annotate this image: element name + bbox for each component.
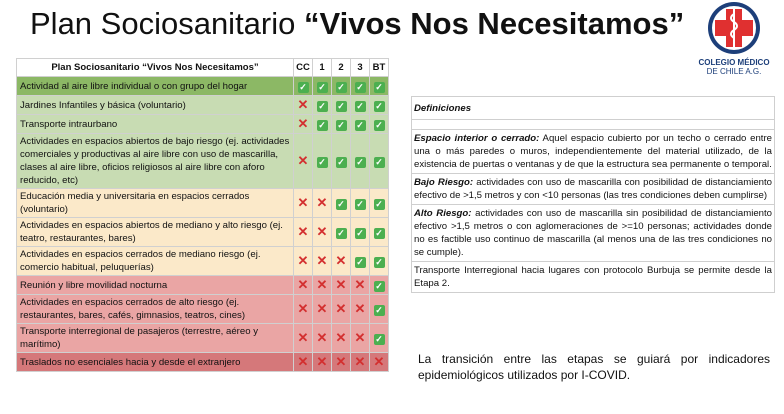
status-cell-2	[332, 96, 351, 115]
check-icon: ✓	[337, 82, 345, 92]
check-icon: ✓	[337, 199, 345, 209]
definition-term: Espacio interior o cerrado:	[414, 133, 540, 144]
status-cell-1	[313, 295, 332, 324]
status-cell-1	[313, 96, 332, 115]
activity-label: Traslados no esenciales hacia y desde el extranjero	[17, 353, 294, 372]
status-cell-2	[332, 295, 351, 324]
status-cell-cc	[294, 96, 313, 115]
status-cell-1	[313, 218, 332, 247]
x-icon: ✕	[335, 253, 347, 268]
x-icon: ✕	[297, 224, 309, 239]
status-cell-bt	[370, 189, 389, 218]
definition-text: actividades con uso de mascarilla con posibilidad de distanciamiento efectivo de >1,5 metros y con <10 personas (las tres condiciones deben cumplirse)	[414, 177, 772, 201]
x-icon: ✕	[354, 354, 366, 369]
x-icon: ✕	[335, 301, 347, 316]
status-cell-3	[351, 189, 370, 218]
table-row	[17, 134, 389, 189]
check-icon: ✓	[318, 157, 326, 167]
status-cell-1	[313, 77, 332, 96]
check-icon: ✓	[318, 101, 326, 111]
check-icon: ✓	[375, 82, 383, 92]
activity-label: Actividades en espacios cerrados de mediano riesgo (ej. comercio habitual, peluquerías)	[17, 247, 294, 276]
page-title-bold: “Vivos Nos Necesitamos”	[304, 6, 685, 41]
x-icon: ✕	[316, 277, 328, 292]
x-icon: ✕	[297, 253, 309, 268]
status-cell-3	[351, 353, 370, 372]
status-cell-bt	[370, 353, 389, 372]
status-cell-2	[332, 247, 351, 276]
x-icon: ✕	[316, 195, 328, 210]
page-title	[30, 4, 684, 44]
x-icon: ✕	[316, 224, 328, 239]
x-icon: ✕	[373, 354, 385, 369]
activity-label: Actividades en espacios abiertos de bajo riesgo (ej. actividades comerciales y productivas al aire libre con uso de mascarilla, clases al aire libre, oficios religiosos al aire libre con aforo reducido, etc)	[17, 134, 294, 189]
x-icon: ✕	[297, 330, 309, 345]
column-header-cc: CC	[294, 59, 313, 77]
definition-item	[412, 262, 775, 293]
activity-label: Transporte intraurbano	[17, 115, 294, 134]
status-cell-bt	[370, 295, 389, 324]
x-icon: ✕	[316, 354, 328, 369]
status-cell-3	[351, 295, 370, 324]
check-icon: ✓	[375, 228, 383, 238]
table-row	[17, 115, 389, 134]
status-cell-3	[351, 77, 370, 96]
status-cell-2	[332, 276, 351, 295]
check-icon: ✓	[356, 199, 364, 209]
status-cell-bt	[370, 218, 389, 247]
status-cell-cc	[294, 115, 313, 134]
column-header-bt: BT	[370, 59, 389, 77]
status-cell-2	[332, 115, 351, 134]
activity-label: Actividades en espacios cerrados de alto riesgo (ej. restaurantes, bares, cafés, gimnasios, teatros, cines)	[17, 295, 294, 324]
transition-note: La transición entre las etapas se guiará por indicadores epidemiológicos utilizados por I-COVID.	[418, 352, 770, 382]
status-cell-cc	[294, 189, 313, 218]
x-icon: ✕	[316, 301, 328, 316]
activity-label: Transporte interregional de pasajeros (terrestre, aéreo y marítimo)	[17, 324, 294, 353]
x-icon: ✕	[297, 153, 309, 168]
page-title-plain: Plan Sociosanitario	[30, 6, 304, 41]
definition-text: Transporte Interregional hacia lugares con protocolo Burbuja se permite desde la Etapa 2.	[414, 265, 772, 289]
status-cell-1	[313, 276, 332, 295]
logo-caption	[690, 58, 778, 76]
status-cell-3	[351, 134, 370, 189]
status-cell-3	[351, 96, 370, 115]
x-icon: ✕	[335, 330, 347, 345]
x-icon: ✕	[354, 277, 366, 292]
status-cell-1	[313, 324, 332, 353]
x-icon: ✕	[297, 354, 309, 369]
check-icon: ✓	[375, 257, 383, 267]
status-cell-3	[351, 324, 370, 353]
check-icon: ✓	[375, 281, 383, 291]
table-row	[17, 96, 389, 115]
logo-line-2: DE CHILE A.G.	[706, 67, 762, 76]
check-icon: ✓	[375, 199, 383, 209]
status-cell-bt	[370, 324, 389, 353]
check-icon: ✓	[375, 157, 383, 167]
logo-line-1: COLEGIO MÉDICO	[698, 58, 770, 67]
status-cell-1	[313, 353, 332, 372]
status-cell-2	[332, 77, 351, 96]
status-cell-cc	[294, 324, 313, 353]
status-cell-1	[313, 189, 332, 218]
check-icon: ✓	[337, 120, 345, 130]
definition-text: Aquel espacio cubierto por un techo o cerrado entre una o más paredes o muros, independientemente del material utilizado, de la existencia de puertas o ventanas y de que la estructura sea permanente o temporal.	[414, 133, 773, 170]
status-cell-cc	[294, 353, 313, 372]
definitions-spacer	[412, 120, 775, 130]
table-row	[17, 247, 389, 276]
table-row	[17, 189, 389, 218]
definition-text: actividades con uso de mascarilla sin posibilidad de distanciamiento efectivo >1,5 metros o con aglomeraciones de >=10 personas; actividades donde no es factible uso continuo de mascarilla (al menos una de las tres condiciones no se cumple).	[414, 208, 772, 258]
check-icon: ✓	[356, 82, 364, 92]
activity-label: Actividad al aire libre individual o con grupo del hogar	[17, 77, 294, 96]
table-row	[17, 77, 389, 96]
status-cell-1	[313, 115, 332, 134]
definition-item	[412, 130, 775, 174]
check-icon: ✓	[356, 228, 364, 238]
plan-table-title: Plan Sociosanitario “Vivos Nos Necesitamos”	[17, 59, 294, 77]
status-cell-3	[351, 115, 370, 134]
status-cell-2	[332, 353, 351, 372]
check-icon: ✓	[375, 334, 383, 344]
check-icon: ✓	[299, 82, 307, 92]
status-cell-1	[313, 134, 332, 189]
table-row	[17, 276, 389, 295]
x-icon: ✕	[297, 97, 309, 112]
x-icon: ✕	[335, 354, 347, 369]
check-icon: ✓	[337, 228, 345, 238]
status-cell-2	[332, 218, 351, 247]
status-cell-1	[313, 247, 332, 276]
status-cell-bt	[370, 115, 389, 134]
status-cell-3	[351, 276, 370, 295]
definitions-heading: Definiciones	[412, 97, 775, 120]
x-icon: ✕	[316, 253, 328, 268]
x-icon: ✕	[297, 301, 309, 316]
status-cell-cc	[294, 276, 313, 295]
x-icon: ✕	[297, 195, 309, 210]
column-header-2: 2	[332, 59, 351, 77]
x-icon: ✕	[316, 330, 328, 345]
activity-label: Educación media y universitaria en espacios cerrados (voluntario)	[17, 189, 294, 218]
definition-item	[412, 205, 775, 262]
x-icon: ✕	[354, 330, 366, 345]
status-cell-bt	[370, 77, 389, 96]
status-cell-2	[332, 134, 351, 189]
check-icon: ✓	[375, 120, 383, 130]
definition-item	[412, 174, 775, 205]
status-cell-2	[332, 324, 351, 353]
check-icon: ✓	[337, 101, 345, 111]
check-icon: ✓	[356, 101, 364, 111]
status-cell-cc	[294, 77, 313, 96]
table-row	[17, 295, 389, 324]
check-icon: ✓	[356, 257, 364, 267]
status-cell-bt	[370, 276, 389, 295]
definition-term: Bajo Riesgo:	[414, 177, 474, 188]
check-icon: ✓	[375, 305, 383, 315]
check-icon: ✓	[318, 82, 326, 92]
column-header-1: 1	[313, 59, 332, 77]
plan-table	[16, 58, 389, 372]
status-cell-3	[351, 218, 370, 247]
x-icon: ✕	[354, 301, 366, 316]
activity-label: Actividades en espacios abiertos de mediano y alto riesgo (ej. teatro, restaurantes, bares)	[17, 218, 294, 247]
check-icon: ✓	[318, 120, 326, 130]
activity-label: Reunión y libre movilidad nocturna	[17, 276, 294, 295]
status-cell-cc	[294, 134, 313, 189]
status-cell-3	[351, 247, 370, 276]
check-icon: ✓	[356, 120, 364, 130]
column-header-3: 3	[351, 59, 370, 77]
status-cell-bt	[370, 247, 389, 276]
x-icon: ✕	[335, 277, 347, 292]
definition-term: Alto Riesgo:	[414, 208, 472, 219]
table-row	[17, 353, 389, 372]
status-cell-cc	[294, 247, 313, 276]
check-icon: ✓	[375, 101, 383, 111]
definitions-table	[411, 96, 775, 293]
status-cell-cc	[294, 218, 313, 247]
status-cell-cc	[294, 295, 313, 324]
check-icon: ✓	[337, 157, 345, 167]
activity-label: Jardines Infantiles y básica (voluntario)	[17, 96, 294, 115]
table-row	[17, 218, 389, 247]
x-icon: ✕	[297, 277, 309, 292]
status-cell-bt	[370, 96, 389, 115]
table-row	[17, 324, 389, 353]
x-icon: ✕	[297, 116, 309, 131]
status-cell-bt	[370, 134, 389, 189]
plan-table-header-row	[17, 59, 389, 77]
status-cell-2	[332, 189, 351, 218]
check-icon: ✓	[356, 157, 364, 167]
